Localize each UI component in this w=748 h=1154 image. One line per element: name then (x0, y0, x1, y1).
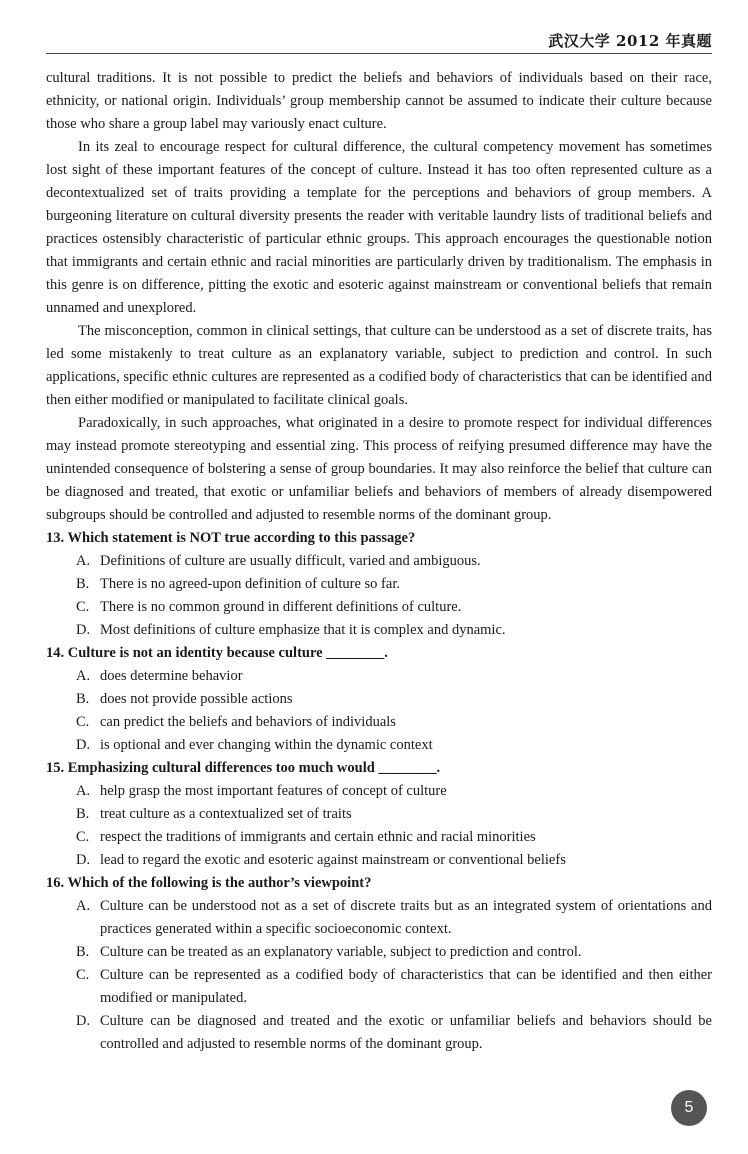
passage-paragraph: cultural traditions. It is not possible to predict the beliefs and behaviors of individuals based on their race, ethnicity, or national origin. Individuals’ group membership cannot be assumed to indicate their culture because those who share a group label may variously enact culture. (46, 70, 712, 132)
question-text: Culture is not an identity because culture ________. (67, 645, 388, 661)
page-number-badge: 5 (671, 1090, 707, 1126)
option-b (76, 688, 712, 711)
question-text: Which statement is NOT true according to this passage? (67, 530, 416, 546)
option-text: help grasp the most important features of concept of culture (100, 783, 447, 799)
option-text: does determine behavior (100, 668, 243, 684)
option-text: There is no common ground in different definitions of culture. (100, 599, 462, 615)
page-header (46, 28, 712, 54)
question-16 (46, 872, 712, 1056)
option-letter: A. (76, 783, 91, 799)
option-text: Most definitions of culture emphasize that it is complex and dynamic. (100, 622, 506, 638)
option-list (46, 550, 712, 642)
header-divider (46, 53, 712, 54)
question-stem (46, 527, 712, 550)
option-letter: B. (76, 691, 90, 707)
option-text: There is no agreed-upon definition of culture so far. (100, 576, 400, 592)
option-a (76, 895, 712, 941)
option-letter: B. (76, 806, 90, 822)
option-b (76, 941, 712, 964)
question-text: Which of the following is the author’s viewpoint? (67, 875, 372, 891)
option-d (76, 849, 712, 872)
option-a (76, 665, 712, 688)
option-text: Culture can be treated as an explanatory variable, subject to prediction and control. (100, 944, 582, 960)
option-a (76, 780, 712, 803)
option-text: is optional and ever changing within the dynamic context (100, 737, 433, 753)
question-number: 13. (46, 530, 65, 546)
option-letter: D. (76, 1013, 91, 1029)
header-title: 武汉大学 2012 年真题 (548, 32, 712, 50)
option-list (46, 780, 712, 872)
option-text: can predict the beliefs and behaviors of individuals (100, 714, 396, 730)
option-list (46, 665, 712, 757)
option-c (76, 711, 712, 734)
option-text: treat culture as a contextualized set of traits (100, 806, 352, 822)
option-letter: D. (76, 852, 91, 868)
option-letter: D. (76, 737, 91, 753)
question-stem (46, 757, 712, 780)
option-letter: A. (76, 898, 91, 914)
option-b (76, 803, 712, 826)
option-a (76, 550, 712, 573)
option-c (76, 596, 712, 619)
question-stem (46, 642, 712, 665)
option-d (76, 734, 712, 757)
option-letter: C. (76, 967, 90, 983)
option-text: Culture can be represented as a codified body of characteristics that can be identified and then either modified or manipulated. (100, 967, 712, 1006)
option-d (76, 1010, 712, 1056)
option-list (46, 895, 712, 1056)
option-text: Culture can be diagnosed and treated and the exotic or unfamiliar beliefs and behaviors should be controlled and adjusted to resemble norms of the dominant group. (100, 1013, 712, 1052)
option-c (76, 964, 712, 1010)
option-text: respect the traditions of immigrants and certain ethnic and racial minorities (100, 829, 536, 845)
option-letter: A. (76, 668, 91, 684)
question-number: 16. (46, 875, 65, 891)
option-text: does not provide possible actions (100, 691, 293, 707)
question-14 (46, 642, 712, 757)
option-letter: C. (76, 829, 90, 845)
question-number: 14. (46, 645, 65, 661)
passage-paragraph: Paradoxically, in such approaches, what originated in a desire to promote respect for individual differences may instead promote stereotyping and essential zing. This process of reifying presumed difference may have the unintended consequence of bolstering a sense of group boundaries. It may also reinforce the belief that culture can be diagnosed and treated, that exotic or unfamiliar beliefs and behaviors of members of already disempowered subgroups should be controlled and adjusted to resemble norms of the dominant group. (46, 415, 712, 523)
option-letter: B. (76, 576, 90, 592)
option-b (76, 573, 712, 596)
passage-paragraph: In its zeal to encourage respect for cultural difference, the cultural competency movement has sometimes lost sight of these important features of the concept of culture. Instead it has too often represented culture as a decontextualized set of traits providing a template for the perceptions and behaviors of group members. A burgeoning literature on cultural diversity presents the reader with veritable laundry lists of traditional beliefs and practices ostensibly characteristic of particular ethnic groups. This approach encourages the questionable notion that immigrants and certain ethnic and racial minorities are particularly driven by traditionalism. The emphasis in this genre is on difference, pitting the exotic and esoteric against mainstream or conventional beliefs that remain unnamed and unexplored. (46, 139, 712, 316)
question-text: Emphasizing cultural differences too much would ________. (67, 760, 441, 776)
option-text: lead to regard the exotic and esoteric against mainstream or conventional beliefs (100, 852, 566, 868)
question-15 (46, 757, 712, 872)
option-letter: D. (76, 622, 91, 638)
option-text: Culture can be understood not as a set of discrete traits but as an integrated system of orientations and practices generated within a specific socioeconomic context. (100, 898, 712, 937)
question-stem (46, 872, 712, 895)
page-content (46, 67, 712, 1056)
question-number: 15. (46, 760, 65, 776)
option-letter: A. (76, 553, 91, 569)
option-letter: B. (76, 944, 90, 960)
passage-paragraph: The misconception, common in clinical settings, that culture can be understood as a set of discrete traits, has led some mistakenly to treat culture as an explanatory variable, subject to prediction and control. In such applications, specific ethnic cultures are represented as a codified body of characteristics that can be identified and then either modified or manipulated to facilitate clinical goals. (46, 323, 712, 408)
option-d (76, 619, 712, 642)
option-c (76, 826, 712, 849)
option-letter: C. (76, 714, 90, 730)
option-letter: C. (76, 599, 90, 615)
option-text: Definitions of culture are usually difficult, varied and ambiguous. (100, 553, 481, 569)
question-13 (46, 527, 712, 642)
